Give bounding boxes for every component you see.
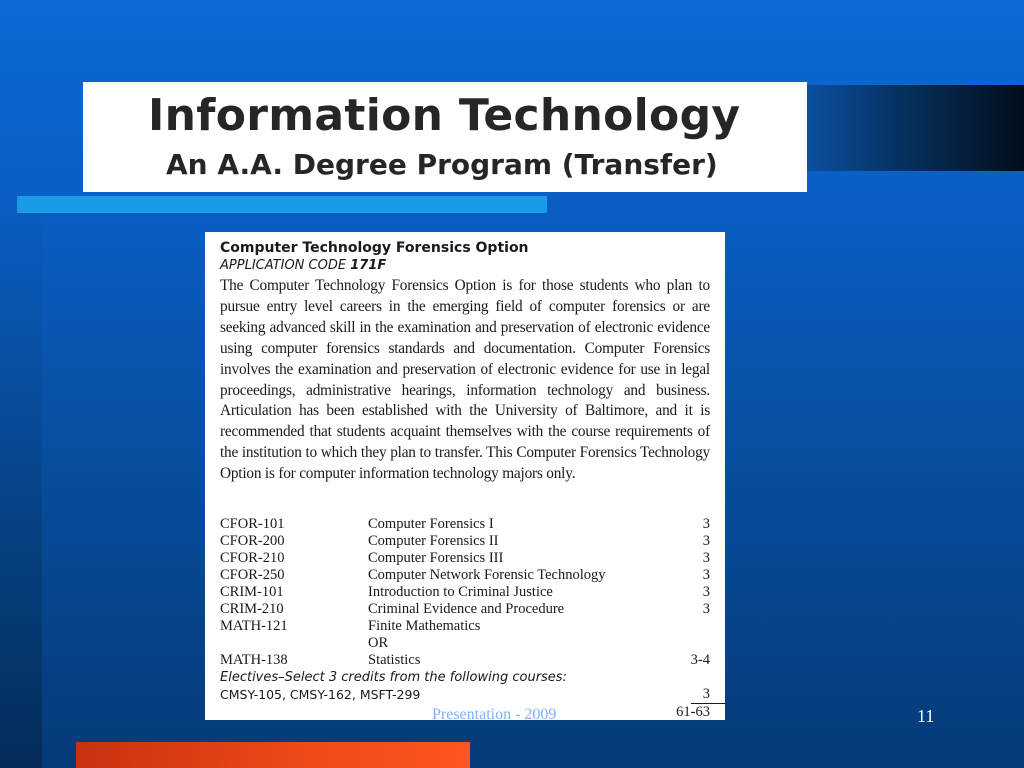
application-code-value: 171F bbox=[350, 258, 387, 273]
course-title: Computer Forensics I bbox=[368, 516, 494, 532]
course-row bbox=[220, 567, 710, 584]
course-code: MATH-138 bbox=[220, 652, 288, 668]
course-code: CRIM-101 bbox=[220, 584, 284, 600]
course-title: OR bbox=[368, 635, 389, 651]
course-title: Computer Network Forensic Technology bbox=[368, 567, 606, 583]
course-credits: 3-4 bbox=[690, 652, 710, 668]
course-row bbox=[220, 618, 710, 635]
course-code: CFOR-200 bbox=[220, 533, 285, 549]
electives-courses: CMSY-105, CMSY-162, MSFT-299 bbox=[220, 687, 421, 702]
course-code: CRIM-210 bbox=[220, 601, 284, 617]
course-code: CFOR-210 bbox=[220, 550, 285, 566]
course-credits: 3 bbox=[702, 601, 710, 617]
course-row bbox=[220, 584, 710, 601]
title-banner bbox=[83, 82, 807, 192]
slide-number: 11 bbox=[917, 706, 935, 726]
course-credits: 3 bbox=[702, 550, 710, 566]
course-row bbox=[220, 516, 710, 533]
course-title: Statistics bbox=[368, 652, 421, 668]
course-credits: 3 bbox=[702, 584, 710, 600]
document-scan bbox=[205, 232, 725, 720]
course-row bbox=[220, 601, 710, 618]
footer-accent-bar bbox=[76, 742, 470, 768]
application-code-label: APPLICATION CODE bbox=[220, 258, 347, 273]
course-title: Introduction to Criminal Justice bbox=[368, 584, 553, 600]
course-row bbox=[220, 533, 710, 550]
course-title: Criminal Evidence and Procedure bbox=[368, 601, 565, 617]
left-shade-decoration bbox=[0, 210, 42, 768]
title-accent-bar bbox=[807, 85, 1024, 171]
slide-subtitle: An A.A. Degree Program (Transfer) bbox=[166, 148, 718, 181]
course-code: MATH-121 bbox=[220, 618, 288, 634]
electives-courses-row bbox=[220, 686, 710, 703]
electives-row bbox=[220, 669, 710, 686]
document-heading: Computer Technology Forensics Option bbox=[220, 240, 529, 256]
course-title: Computer Forensics III bbox=[368, 550, 504, 566]
course-code: CFOR-250 bbox=[220, 567, 285, 583]
application-code bbox=[220, 258, 386, 273]
total-credits: 61-63 bbox=[676, 704, 710, 720]
accent-stripe bbox=[17, 196, 547, 213]
course-title: Finite Mathematics bbox=[368, 618, 481, 634]
course-credits: 3 bbox=[702, 516, 710, 532]
slide-title: Information Technology bbox=[148, 90, 741, 141]
course-credits: 3 bbox=[702, 533, 710, 549]
electives-credits: 3 bbox=[702, 686, 710, 702]
course-row bbox=[220, 635, 710, 652]
course-row bbox=[220, 550, 710, 567]
program-description: The Computer Technology Forensics Option is for those students who plan to pursue entry level careers in the emerging field of computer forensics or are seeking advanced skill in the examination and preservation of electronic evidence using computer forensics standards and documentation. Computer Forensics involves the examination and preservation of electronic evidence for use in legal proceedings, administrative hearings, information technology and business. Articulation has been established with the University of Baltimore, and it is recommended that students acquaint themselves with the course requirements of the institution to which they plan to transfer. This Computer Forensics Technology Option is for computer information technology majors only. bbox=[220, 277, 710, 483]
slide-footer: Presentation - 2009 bbox=[432, 706, 557, 723]
course-table bbox=[220, 516, 710, 703]
course-credits: 3 bbox=[702, 567, 710, 583]
course-row bbox=[220, 652, 710, 669]
electives-label: Electives–Select 3 credits from the following courses: bbox=[220, 670, 567, 685]
course-code: CFOR-101 bbox=[220, 516, 285, 532]
course-title: Computer Forensics II bbox=[368, 533, 499, 549]
